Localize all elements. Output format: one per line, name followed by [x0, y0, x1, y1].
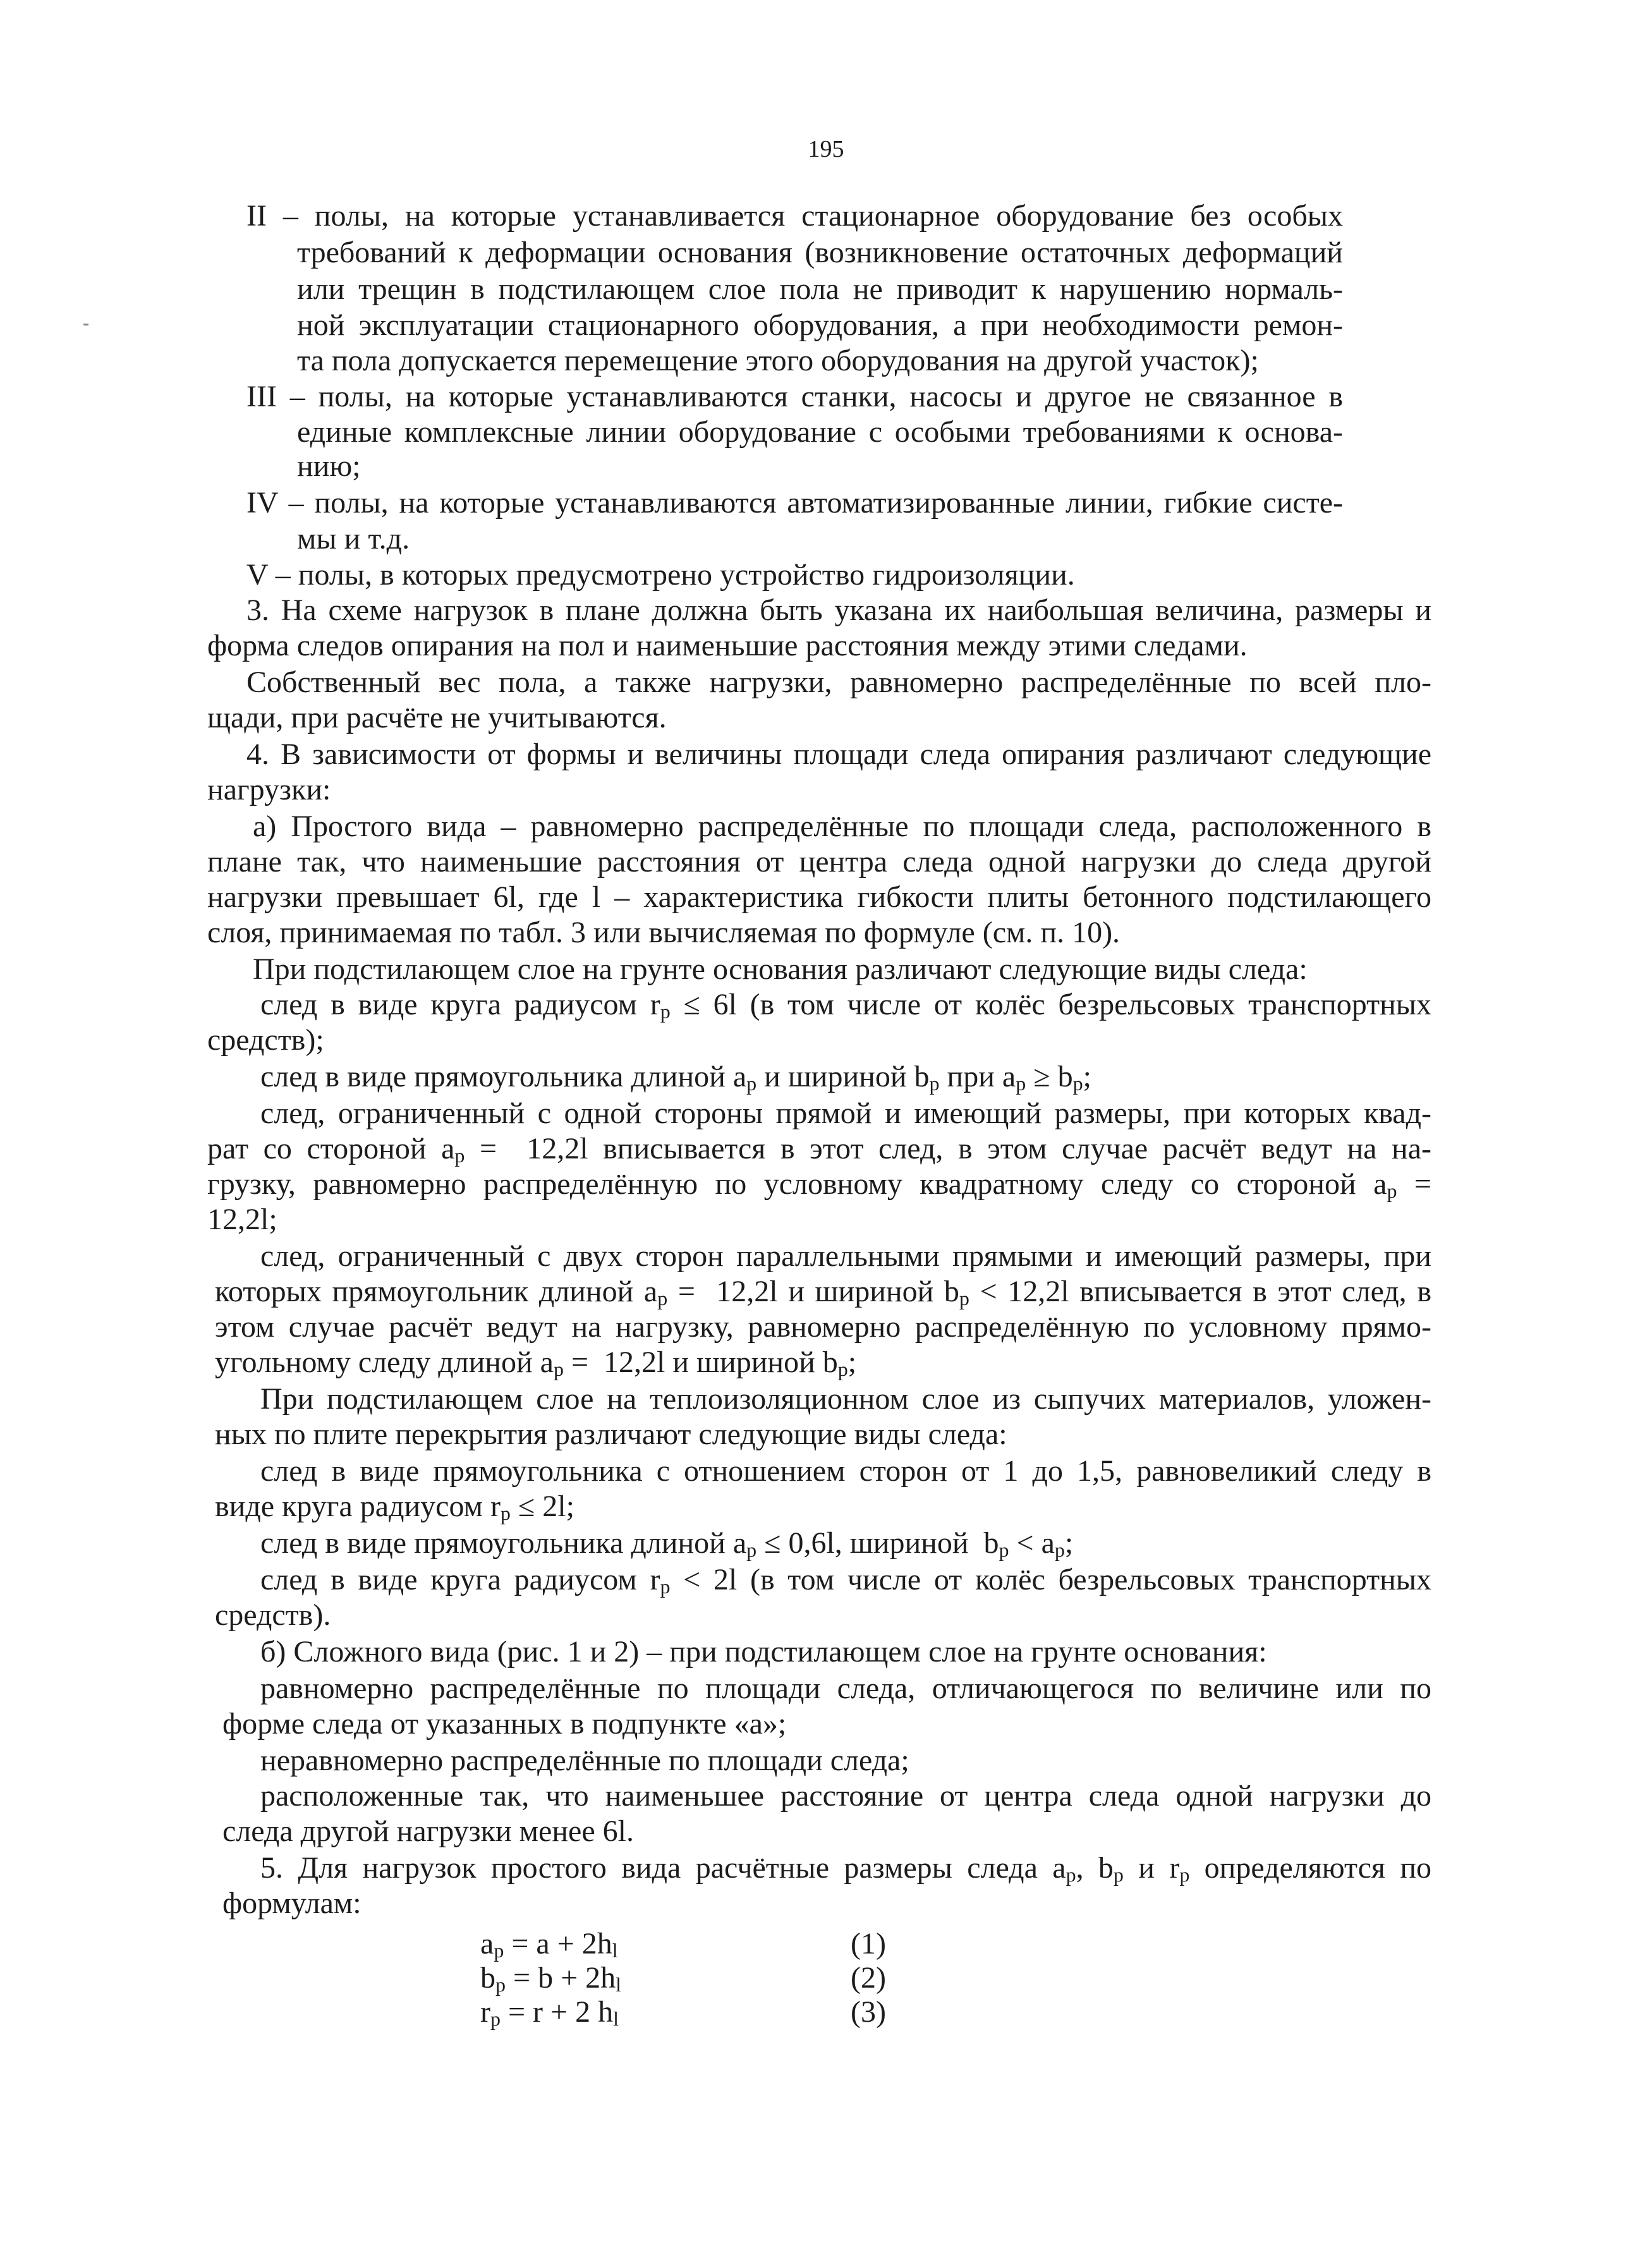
text-line: 4. В зависимости от формы и величины площади следа опирания различают следующие	[246, 738, 1431, 771]
text-line: та пола допускается перемещение этого оборудования на другой участок);	[297, 344, 1259, 377]
text-line: форма следов опирания на пол и наименьшие расстояния между этими следами.	[207, 629, 1248, 662]
text-line: ной эксплуатации стационарного оборудования, а при необходимости ремон-	[297, 308, 1343, 342]
text-line: 3. На схеме нагрузок в плане должна быть указана их наибольшая величина, размеры и	[246, 593, 1431, 627]
formula-3: $r_р = r + 2$ $h_l$	[480, 1995, 619, 2030]
text-line: виде круга радиусом $r_р \le 2l$;	[215, 1490, 574, 1524]
text-line: след в виде прямоугольника длиной $a_р \le 0,6l$, шириной $b_р < a_р$;	[260, 1526, 1074, 1561]
text-line: или трещин в подстилающем слое пола не приводит к нарушению нормаль-	[297, 272, 1343, 306]
text-line: б) Сложного вида (рис. 1 и 2) – при подстилающем слое на грунте основания:	[260, 1635, 1267, 1668]
formula-2-number: (2)	[851, 1961, 886, 1995]
text-line: форме следа от указанных в подпункте «а»;	[222, 1707, 787, 1741]
text-line: ных по плите перекрытия различают следующие виды следа:	[215, 1418, 1007, 1451]
text-line: след в виде круга радиусом $r_р < 2l$ (в том числе от колёс безрельсовых транспортных	[260, 1563, 1432, 1598]
text-line: II – полы, на которые устанавливается стационарное оборудование без особых	[246, 199, 1343, 233]
text-line: IV – полы, на которые устанавливаются автоматизированные линии, гибкие систе-	[246, 486, 1343, 519]
text-line: след в виде круга радиусом $r_р \le 6l$ (в том числе от колёс безрельсовых транспортных	[260, 988, 1432, 1023]
formula-1-number: (1)	[851, 1927, 886, 1960]
formula-2: $b_р = b + 2h_l$	[480, 1961, 622, 1996]
text-line: нагрузки превышает 6l, где l – характеристика гибкости плиты бетонного подстилающего	[207, 880, 1431, 914]
text-line: V – полы, в которых предусмотрено устройство гидроизоляции.	[246, 558, 1075, 592]
text-line: 5. Для нагрузок простого вида расчётные размеры следа $a_р$, $b_р$ и $r_р$ определяются по	[260, 1851, 1432, 1886]
text-line: след в виде прямоугольника длиной $a_р$ и шириной $b_р$ при $a_р \ge b_р$;	[260, 1060, 1091, 1095]
text-line: этом случае расчёт ведут на нагрузку, равномерно распределённую по условному прямо-	[215, 1310, 1431, 1344]
text-line: угольному следу длиной $a_р = 12,2l$ и шириной $b_р$;	[215, 1346, 857, 1380]
text-line: требований к деформации основания (возникновение остаточных деформаций	[297, 236, 1343, 269]
text-line: щади, при расчёте не учитываются.	[207, 701, 667, 734]
scan-speck	[83, 324, 88, 325]
text-line: нагрузки:	[207, 773, 331, 806]
text-line: расположенные так, что наименьшее расстояние от центра следа одной нагрузки до	[260, 1779, 1431, 1813]
text-line: неравномерно распределённые по площади следа;	[260, 1744, 909, 1777]
text-line: III – полы, на которые устанавливаются станки, насосы и другое не связанное в	[246, 380, 1343, 413]
text-line: равномерно распределённые по площади следа, отличающегося по величине или по	[260, 1672, 1431, 1705]
page-number: 195	[808, 136, 844, 162]
text-line: след в виде прямоугольника с отношением сторон от 1 до 1,5, равновеликий следу в	[260, 1454, 1431, 1488]
text-line: плане так, что наименьшие расстояния от центра следа одной нагрузки до следа другой	[207, 845, 1431, 878]
text-line: единые комплексные линии оборудование с особыми требованиями к основа-	[297, 415, 1343, 449]
text-line: которых прямоугольник длиной $a_р = 12,2l$ и шириной $b_р < 12,2l$ вписывается в этот след, в	[215, 1275, 1431, 1309]
text-line: грузку, равномерно распределённую по условному квадратному следу со стороной $a_р$ =	[207, 1167, 1431, 1202]
text-line: формулам:	[222, 1886, 361, 1920]
formula-1: $a_р = a + 2h_l$	[480, 1927, 618, 1962]
text-line: При подстилающем слое на грунте основания различают следующие виды следа:	[253, 952, 1308, 986]
text-line: след, ограниченный с одной стороны прямой и имеющий размеры, при которых квад-	[260, 1097, 1431, 1130]
text-line: нию;	[297, 449, 361, 483]
text-line: след, ограниченный с двух сторон параллельными прямыми и имеющий размеры, при	[260, 1239, 1431, 1273]
text-line: слоя, принимаемая по табл. 3 или вычисляемая по формуле (см. п. 10).	[207, 916, 1121, 949]
text-line: а) Простого вида – равномерно распределённые по площади следа, расположенного в	[253, 810, 1431, 843]
text-line: следа другой нагрузки менее 6l.	[222, 1814, 634, 1848]
text-line: При подстилающем слое на теплоизоляционном слое из сыпучих материалов, уложен-	[260, 1382, 1431, 1416]
text-line: 12,2l;	[207, 1203, 277, 1236]
text-line: мы и т.д.	[297, 522, 410, 556]
text-line: рат со стороной $a_р = 12,2l$ вписывается в этот след, в этом случае расчёт ведут на на-	[207, 1132, 1432, 1167]
text-line: средств).	[215, 1598, 331, 1632]
text-line: средств);	[207, 1023, 324, 1057]
formula-3-number: (3)	[851, 1995, 886, 2029]
text-line: Собственный вес пола, а также нагрузки, равномерно распределённые по всей пло-	[246, 665, 1431, 699]
